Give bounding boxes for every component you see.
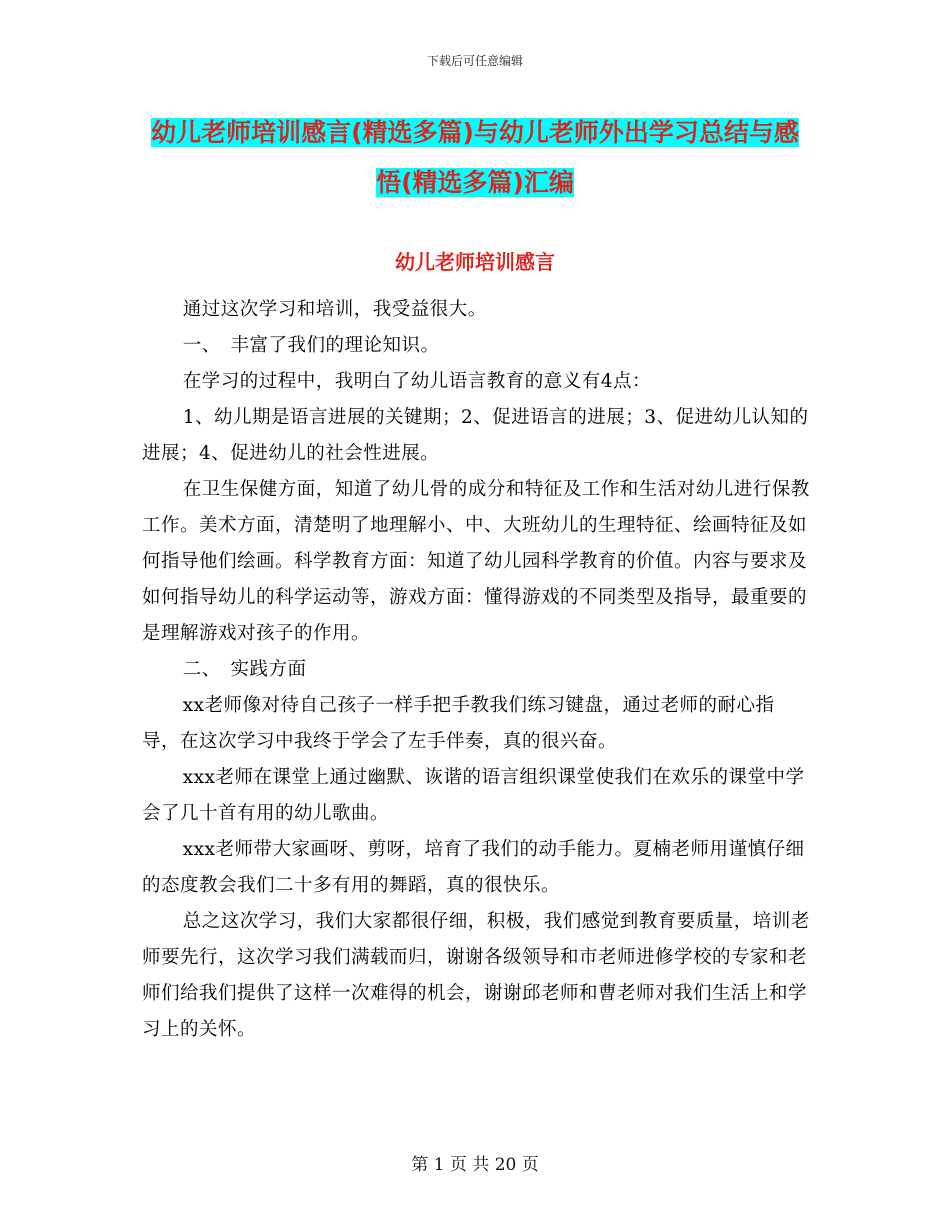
paragraph: xxx老师在课堂上通过幽默、诙谐的语言组织课堂使我们在欢乐的课堂中学会了几十首有用的幼儿歌曲。	[142, 767, 805, 824]
paragraph: xx老师像对待自己孩子一样手把手教我们练习键盘，通过老师的耐心指导，在这次学习中我终于学会了左手伴奏，真的很兴奋。	[142, 695, 775, 752]
paragraph: 在卫生保健方面，知道了幼儿骨的成分和特征及工作和生活对幼儿进行保教工作。美术方面，清楚明了地理解小、中、大班幼儿的生理特征、绘画特征及如何指导他们绘画。科学教育方面：知道了幼儿园科学教育的价值。内容与要求及如何指导幼儿的科学运动等，游戏方面：懂得游戏的不同类型及指导，最重要的是理解游戏对孩子的作用。	[142, 479, 810, 644]
body-text	[142, 292, 810, 1048]
page-number-footer: 第 1 页 共 20 页	[411, 1155, 539, 1175]
paragraph: 总之这次学习，我们大家都很仔细，积极，我们感觉到教育要质量，培训老师要先行，这次学习我们满载而归，谢谢各级领导和市老师进修学校的专家和老师们给我们提供了这样一次难得的机会，谢谢邱老师和曹老师对我们生活上和学习上的关怀。	[142, 911, 810, 1040]
page-header-note: 下载后可任意编辑	[426, 54, 523, 68]
paragraph: 通过这次学习和培训，我受益很大。	[182, 299, 487, 320]
section-title: 幼儿老师培训感言	[395, 250, 555, 274]
document-title	[143, 108, 807, 208]
document-title-text: 幼儿老师培训感言(精选多篇)与幼儿老师外出学习总结与感悟(精选多篇)汇编	[151, 118, 799, 197]
paragraph: xxx老师带大家画呀、剪呀，培育了我们的动手能力。夏楠老师用谨慎仔细的态度教会我们二十多有用的舞蹈，真的很快乐。	[142, 839, 805, 896]
paragraph: 1、幼儿期是语言进展的关键期；2、促进语言的进展；3、促进幼儿认知的进展；4、促进幼儿的社会性进展。	[142, 407, 809, 464]
paragraph: 在学习的过程中，我明白了幼儿语言教育的意义有4点：	[182, 371, 651, 392]
paragraph: 一、 丰富了我们的理论知识。	[182, 335, 440, 356]
paragraph: 二、 实践方面	[182, 659, 307, 680]
